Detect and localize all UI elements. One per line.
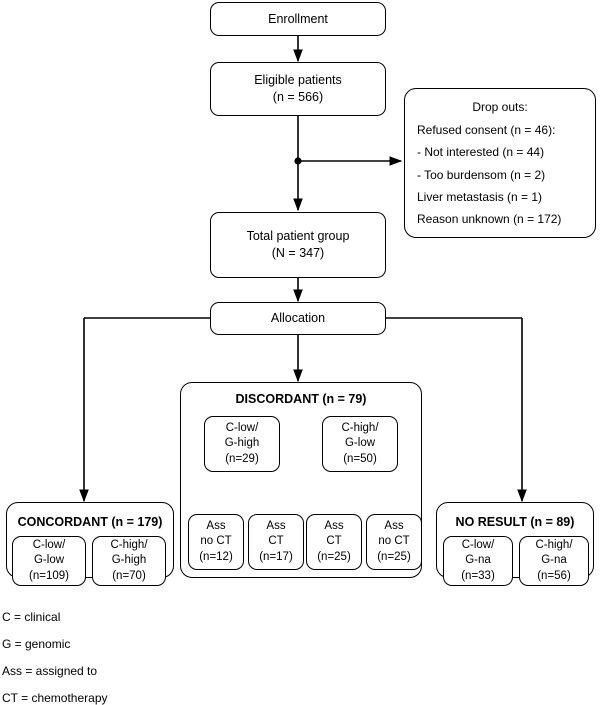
node-noresult-label: NO RESULT (n = 89)	[455, 515, 575, 529]
node-dropouts-item-2: - Too burdensom (n = 2)	[417, 167, 546, 182]
node-enrollment	[210, 2, 386, 36]
node-disc-b1-line1: Ass	[324, 519, 344, 532]
node-disc-clow-ghigh	[204, 416, 280, 472]
node-allocation	[210, 302, 386, 335]
node-disc-a2-line3: (n=17)	[259, 550, 293, 563]
node-nores-a-line2: G-na	[465, 554, 491, 567]
node-disc-b2-line3: (n=25)	[377, 550, 411, 563]
node-dropouts-item-3: Liver metastasis (n = 1)	[417, 189, 543, 204]
node-concordant-label: CONCORDANT (n = 179)	[17, 515, 163, 529]
node-conc-a-line3: (n=109)	[29, 569, 69, 582]
legend-item-1: G = genomic	[2, 637, 71, 651]
node-eligible-line2: (n = 566)	[272, 90, 324, 104]
legend-item-0: C = clinical	[2, 610, 61, 624]
node-conc-b-line3: (n=70)	[112, 569, 146, 582]
node-concordant-clow-glow	[12, 536, 86, 586]
node-disc-b2-line1: Ass	[384, 519, 404, 532]
node-noresult-chigh-gna	[519, 536, 589, 586]
node-dropouts	[404, 88, 596, 238]
node-nores-b-line1: C-high/	[535, 538, 573, 551]
node-disc-b-line1: C-high/	[341, 421, 379, 434]
node-allocation-label: Allocation	[270, 311, 326, 326]
node-disc-chigh-glow	[322, 416, 398, 472]
node-total-line2: (N = 347)	[271, 246, 325, 260]
node-enrollment-label: Enrollment	[268, 11, 328, 26]
node-disc-a-line3: (n=29)	[225, 452, 259, 465]
node-disc-b-no-ct	[366, 514, 422, 570]
node-discordant-label: DISCORDANT (n = 79)	[235, 392, 367, 406]
node-concordant-chigh-ghigh	[92, 536, 166, 586]
node-dropouts-item-0: Refused consent (n = 46):	[417, 123, 556, 138]
node-disc-a-line1: C-low/	[225, 421, 259, 434]
node-disc-a-ct	[248, 514, 304, 570]
node-nores-a-line1: C-low/	[461, 538, 495, 551]
node-nores-b-line2: G-na	[541, 554, 567, 567]
node-disc-b1-line2: CT	[326, 535, 342, 548]
node-disc-b-line2: G-low	[344, 437, 376, 450]
node-disc-a1-line1: Ass	[206, 519, 226, 532]
node-nores-b-line3: (n=56)	[537, 569, 571, 582]
node-disc-b-line3: (n=50)	[343, 452, 377, 465]
node-nores-a-line3: (n=33)	[461, 569, 495, 582]
node-disc-b1-line3: (n=25)	[317, 550, 351, 563]
node-total-patient-group	[210, 212, 386, 278]
node-noresult-clow-gna	[443, 536, 513, 586]
node-disc-a1-line3: (n=12)	[199, 550, 233, 563]
node-conc-b-line1: C-high/	[110, 538, 148, 551]
node-dropouts-item-4: Reason unknown (n = 172)	[417, 211, 562, 226]
node-dropouts-item-1: - Not interested (n = 44)	[417, 145, 545, 160]
node-dropouts-title: Drop outs:	[472, 100, 528, 114]
node-total-line1: Total patient group	[246, 229, 350, 244]
node-disc-a-line2: G-high	[224, 437, 260, 450]
legend-item-2: Ass = assigned to	[2, 664, 98, 678]
node-disc-b-ct	[306, 514, 362, 570]
legend-item-3: CT = chemotherapy	[2, 691, 108, 705]
node-disc-b2-line2: no CT	[378, 535, 410, 548]
node-eligible-patients	[210, 62, 386, 116]
node-eligible-line1: Eligible patients	[254, 73, 342, 88]
node-conc-a-line2: G-low	[33, 554, 65, 567]
node-disc-a1-line2: no CT	[200, 535, 232, 548]
node-conc-a-line1: C-low/	[32, 538, 66, 551]
node-conc-b-line2: G-high	[111, 554, 147, 567]
node-disc-a2-line1: Ass	[266, 519, 286, 532]
node-disc-a-no-ct	[188, 514, 244, 570]
node-disc-a2-line2: CT	[268, 535, 284, 548]
